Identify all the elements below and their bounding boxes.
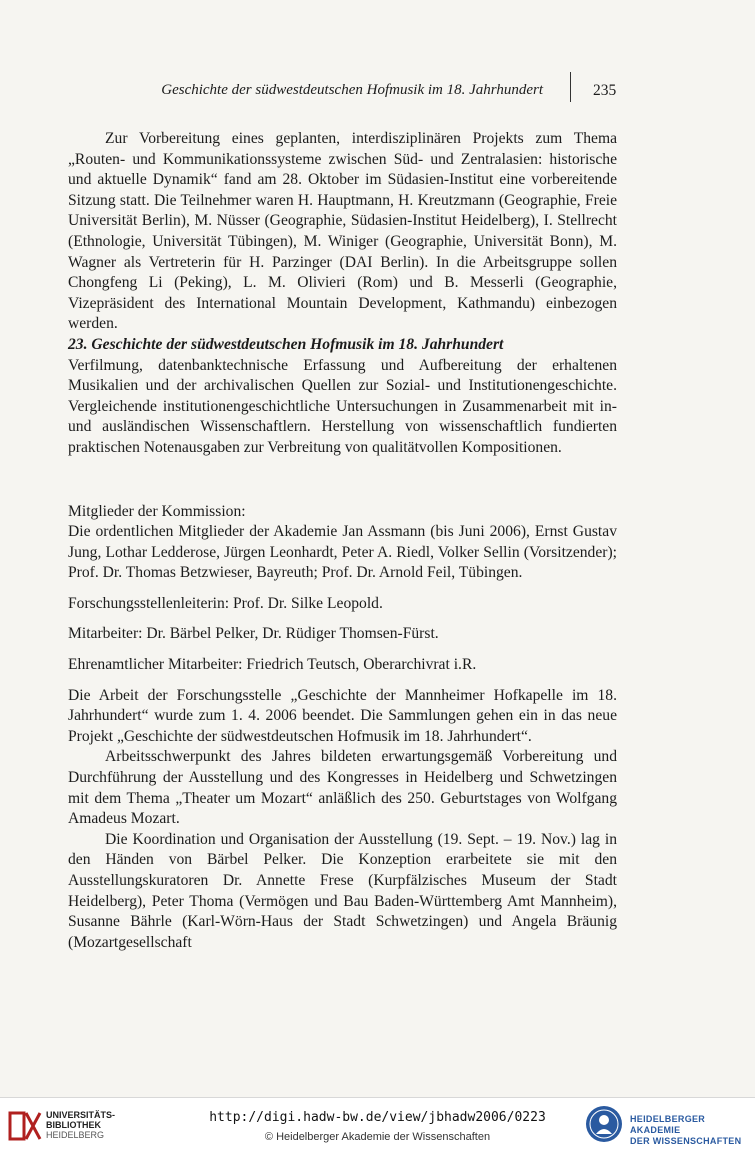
page-content (68, 129, 617, 953)
staff-line: Mitarbeiter: Dr. Bärbel Pelker, Dr. Rüdiger Thomsen-Fürst. (68, 625, 439, 643)
section-heading: 23. Geschichte der südwestdeutschen Hofmusik im 18. Jahrhundert (68, 335, 504, 353)
body-paragraph: Arbeitsschwerpunkt des Jahres bildeten erwartungsgemäß Vorbereitung und Durchführung der Ausstellung und des Kongresses in Heidelberg und Schwetzingen mit dem Thema „Theater um Mozart“ anläßlich des 250. Geburtstages von Wolfgang Amadeus Mozart. (68, 748, 617, 828)
leader-line: Forschungsstellenleiterin: Prof. Dr. Silke Leopold. (68, 594, 383, 612)
page-number: 235 (593, 82, 617, 99)
document-url-link[interactable]: http://digi.hadw-bw.de/view/jbhadw2006/0223 (209, 1110, 546, 1125)
honorary-line: Ehrenamtlicher Mitarbeiter: Friedrich Teutsch, Oberarchivrat i.R. (68, 656, 477, 674)
body-paragraph: Die Koordination und Organisation der Ausstellung (19. Sept. – 19. Nov.) lag in den Händen von Bärbel Pelker. Die Konzeption erarbeitete sie mit den Ausstellungskuratoren Dr. Annette Frese (Kurpfälzisches Museum der Stadt Heidelberg), Peter Thoma (Vermögen und Bau Baden-Württemberg Amt Mannheim), Susanne Bährle (Karl-Wörn-Haus der Stadt Schwetzingen) und Angela Bräunig (Mozartgesellschaft (68, 830, 617, 951)
academy-seal-icon[interactable] (584, 1104, 624, 1144)
page-header (0, 82, 755, 104)
academy-name: HEIDELBERGER AKADEMIE DER WISSENSCHAFTEN (630, 1114, 742, 1146)
running-head: Geschichte der südwestdeutschen Hofmusik im 18. Jahrhundert (161, 82, 543, 98)
footer-bar (0, 1097, 755, 1152)
body-paragraph: Die Arbeit der Forschungsstelle „Geschichte der Mannheimer Hofkapelle im 18. Jahrhundert“ wurde zum 1. 4. 2006 beendet. Die Sammlungen gehen ein in das neue Projekt „Geschichte der südwestdeutschen Hofmusik im 18. Jahrhundert“. (68, 686, 617, 745)
intro-paragraph: Zur Vorbereitung eines geplanten, interdisziplinären Projekts zum Thema „Routen- und Kommunikationssysteme zwischen Süd- und Zentralasien: historische und aktuelle Dynamik“ fand am 28. Oktober im Südasien-Institut eine vorbereitende Sitzung statt. Die Teilnehmer waren H. Hauptmann, H. Kreutzmann (Geographie, Freie Universität Berlin), M. Nüsser (Geographie, Südasien-Institut Heidelberg), I. Stellrecht (Ethnologie, Universität Tübingen), M. Winiger (Geographie, Universität Bonn), M. Wagner als Vertreterin für H. Parzinger (DAI Berlin). In die Arbeitsgruppe sollen Chongfeng Li (Peking), L. M. Olivieri (Rom) und B. Messerli (Geographie, Vizepräsident des International Mountain Development, Kathmandu) einbezogen werden. (68, 130, 617, 333)
members-heading: Mitglieder der Kommission: (68, 502, 246, 520)
members-list: Die ordentlichen Mitglieder der Akademie Jan Assmann (bis Juni 2006), Ernst Gustav Jung, Lothar Ledderose, Jürgen Leonhardt, Peter A. Riedl, Volker Sellin (Vorsitzender); Prof. Dr. Thomas Betzwieser, Bayreuth; Prof. Dr. Arnold Feil, Tübingen. (68, 523, 617, 582)
copyright-notice: © Heidelberger Akademie der Wissenschaften (264, 1131, 491, 1143)
header-divider (570, 72, 571, 102)
university-library-name: UNIVERSITÄTS- BIBLIOTHEK HEIDELBERG (46, 1110, 116, 1140)
section-description: Verfilmung, datenbanktechnische Erfassung und Aufbereitung der erhaltenen Musikalien und der archivalischen Quellen zur Sozial- und Institutionengeschichte. Vergleichende institutionengeschichtliche Untersuchungen in Zusammenarbeit mit in- und ausländischen Wissenschaftlern. Herstellung von wissenschaftlich fundierten praktischen Notenausgaben zur Verbreitung von qualitätvollen Kompositionen. (68, 356, 617, 456)
